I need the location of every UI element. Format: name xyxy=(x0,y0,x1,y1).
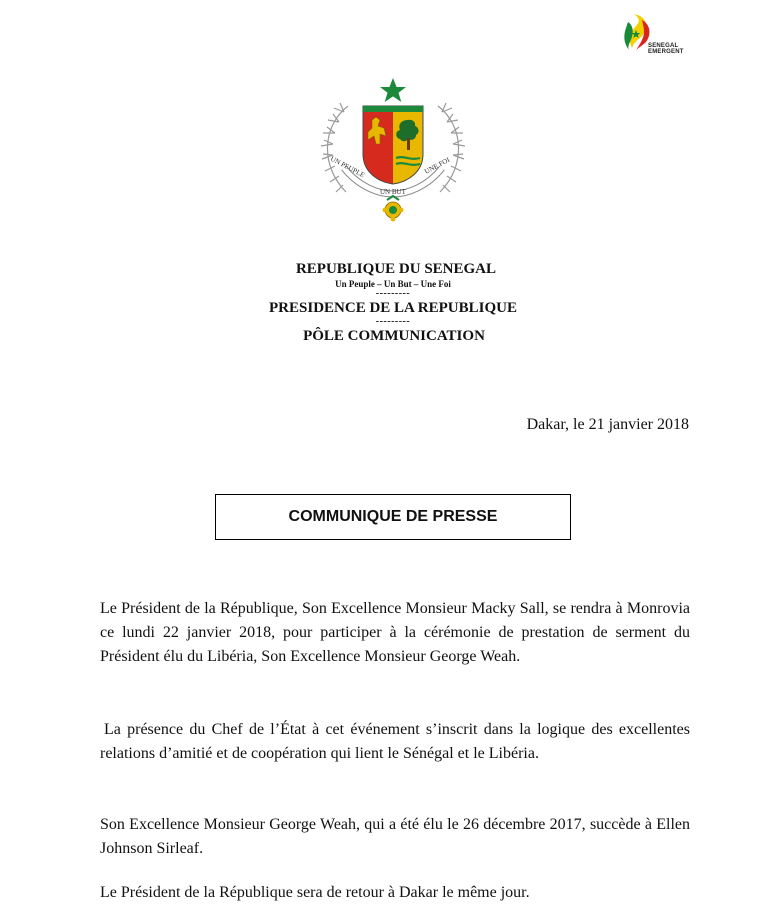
republic-title: REPUBLIQUE DU SENEGAL xyxy=(295,261,497,277)
header-block xyxy=(0,260,782,346)
star-icon xyxy=(380,78,406,102)
ribbon-bottom-text: UN BUT xyxy=(380,188,406,196)
separator: --------- xyxy=(375,288,411,299)
separator-2: --------- xyxy=(375,316,411,327)
ribbon-right-text: UNE FOI xyxy=(423,155,452,176)
emergent-line2: EMERGENT xyxy=(648,49,684,55)
senegal-emergent-logo xyxy=(614,10,696,60)
presidence-title: PRESIDENCE DE LA REPUBLIQUE xyxy=(269,300,517,316)
lion-order-medal-icon xyxy=(383,196,404,222)
national-motto: Un Peuple – Un But – Une Foi xyxy=(335,279,451,289)
press-release-title: COMMUNIQUE DE PRESSE xyxy=(215,494,571,540)
ribbon-left-text: UN PEUPLE xyxy=(329,154,366,180)
shield-icon xyxy=(363,106,423,184)
palm-wreath-right-icon xyxy=(438,103,465,192)
coat-of-arms xyxy=(308,76,478,226)
palm-wreath-left-icon xyxy=(321,103,348,192)
paragraph-1: Le Président de la République, Son Excellence Monsieur Macky Sall, se rendra à Monrovia ce lundi 22 janvier 2018, pour participer à la cérémonie de prestation de serment du Président élu du Libéria, Son Excellence Monsieur George Weah. xyxy=(100,600,690,665)
pole-communication-title: PÔLE COMMUNICATION xyxy=(303,328,485,344)
date-line: Dakar, le 21 janvier 2018 xyxy=(526,416,689,433)
emergent-line1: SENEGAL xyxy=(648,43,679,49)
paragraph-2: La présence du Chef de l’État à cet événement s’inscrit dans la logique des excellentes relations d’amitié et de coopération qui lient le Sénégal et le Libéria. xyxy=(100,721,690,762)
paragraph-4: Le Président de la République sera de retour à Dakar le même jour. xyxy=(100,884,530,901)
paragraph-3: Son Excellence Monsieur George Weah, qui a été élu le 26 décembre 2017, succède à Ellen Johnson Sirleaf. xyxy=(100,816,690,857)
